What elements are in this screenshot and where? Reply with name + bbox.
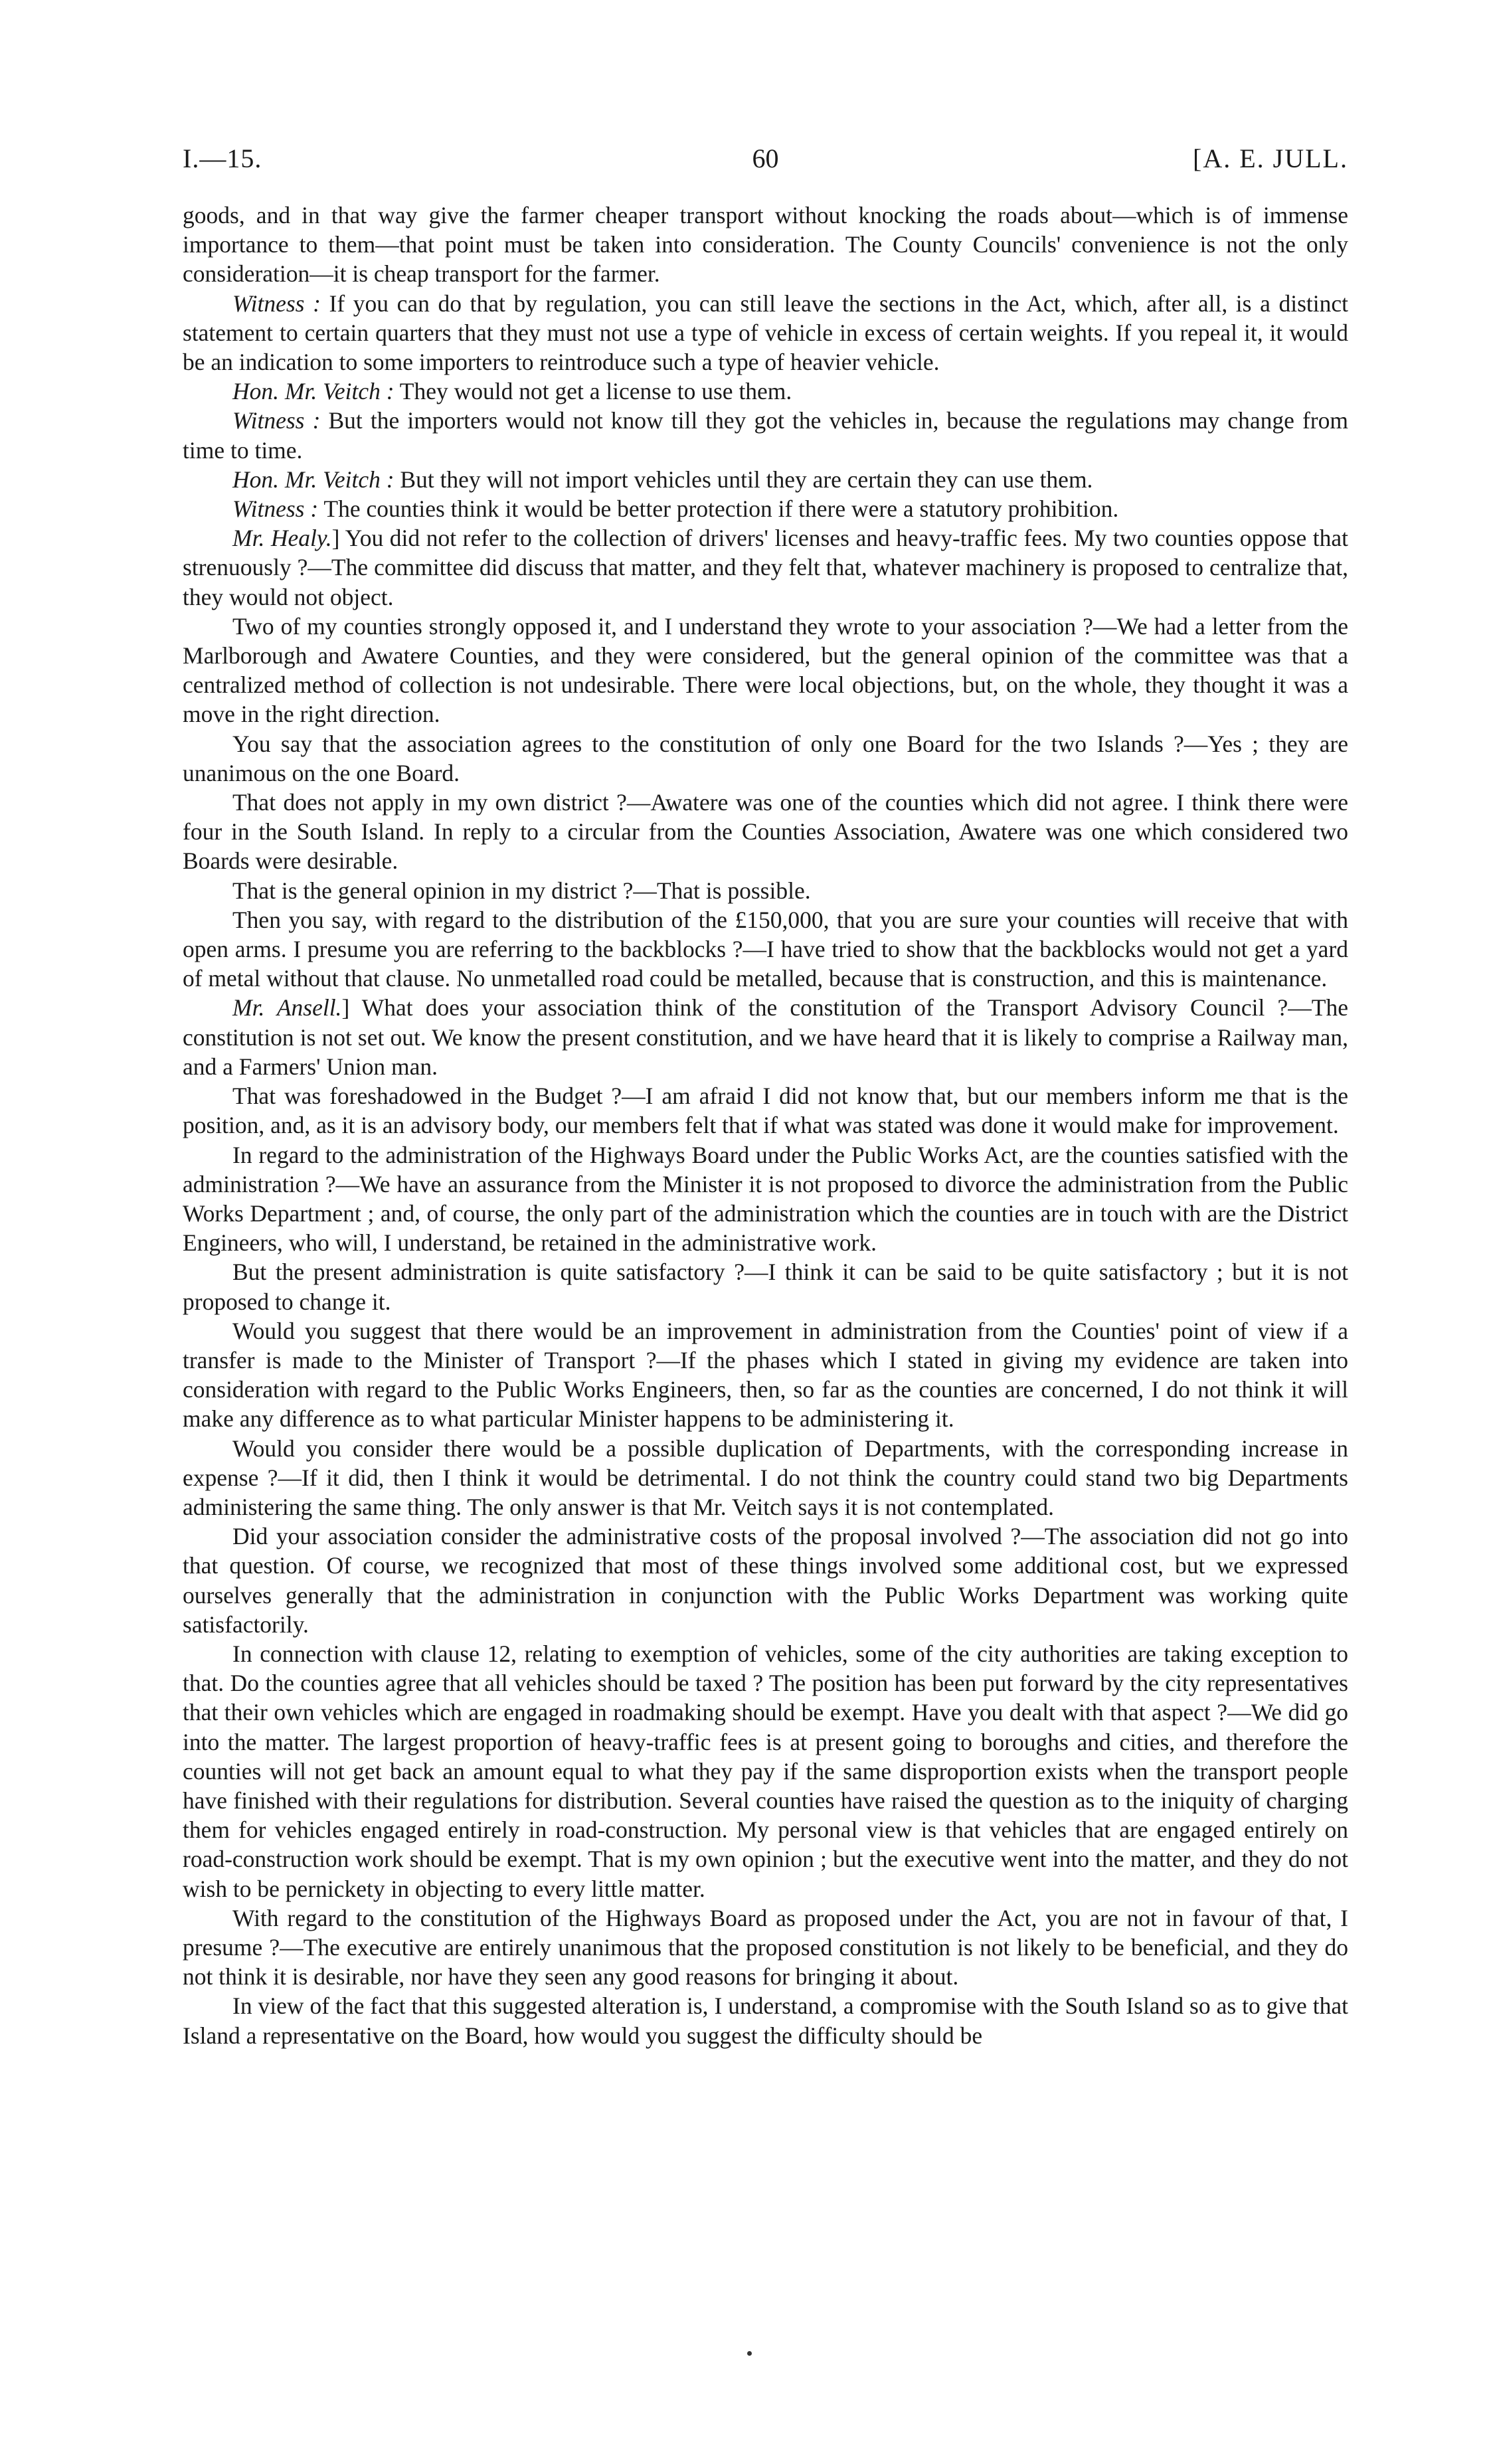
- paragraph: [183, 1316, 1348, 1434]
- speaker-label: Witness :: [232, 290, 321, 317]
- paragraph: [183, 1639, 1348, 1903]
- paragraph-text: That does not apply in my own district ?—Awatere was one of the counties which did not agree. I think there were four in the South Island. In reply to a circular from the Counties Association, Awatere was one which considered two Boards were desirable.: [183, 789, 1348, 875]
- paragraph-text: Did your association consider the administrative costs of the proposal involved ?—The association did not go into that question. Of course, we recognized that most of these things involved some additional cost, but we expressed ourselves generally that the administration in conjunction with the Public Works Department was working quite satisfactorily.: [183, 1523, 1348, 1638]
- document-reference: I.—15.: [183, 143, 262, 173]
- page-number: 60: [752, 143, 779, 173]
- paragraph-text: In regard to the administration of the Highways Board under the Public Works Act, are the counties satisfied with the administration ?—We have an assurance from the Minister it is not proposed to divorce the administration from the Public Works Department ; and, of course, the only part of the administration which the counties are in touch with are the District Engineers, who will, I understand, be retained in the administrative work.: [183, 1141, 1348, 1257]
- paragraph-text: You say that the association agrees to the constitution of only one Board for the two Islands ?—Yes ; they are unanimous on the one Board.: [183, 730, 1348, 786]
- paragraph-text: In view of the fact that this suggested alteration is, I understand, a compromise with the South Island so as to give that Island a representative on the Board, how would you suggest the difficulty should be: [183, 1992, 1348, 2049]
- paragraph-text: With regard to the constitution of the Highways Board as proposed under the Act, you are not in favour of that, I presume ?—The executive are entirely unanimous that the proposed constitution is not likely to be beneficial, and they do not think it is desirable, nor have they seen any good reasons for bringing it about.: [183, 1904, 1348, 1990]
- paragraph-text: ] What does your association think of the constitution of the Transport Advisory Council ?—The constitution is not set out. We know the present constitution, and we have heard that it is likely to comprise a Railway man, and a Farmers' Union man.: [183, 994, 1348, 1080]
- paragraph: [183, 201, 1348, 289]
- paragraph: [183, 406, 1348, 464]
- paragraph-text: But the present administration is quite satisfactory ?—I think it can be said to be quite satisfactory ; but it is not proposed to change it.: [183, 1259, 1348, 1315]
- paragraph: [183, 1257, 1348, 1316]
- paragraph: [183, 377, 1348, 406]
- paragraph-text: Would you suggest that there would be an improvement in administration from the Counties' point of view if a transfer is made to the Minister of Transport ?—If the phases which I stated in giving my evidence are taken into consideration with regard to the Public Works Engineers, then, so far as the counties are concerned, I do not think it will make any difference as to what particular Minister happens to be administering it.: [183, 1317, 1348, 1433]
- paragraph-text: But the importers would not know till they got the vehicles in, because the regulations may change from time to time.: [183, 407, 1348, 464]
- paragraph: [183, 494, 1348, 523]
- paragraph: [183, 1522, 1348, 1639]
- paragraph-text: ] You did not refer to the collection of drivers' licenses and heavy-traffic fees. My two counties oppose that strenuously ?—The committee did discuss that matter, and they felt that, whatever machinery is proposed to centralize that, they would not object.: [183, 525, 1348, 610]
- paragraph-text: Would you consider there would be a possible duplication of Departments, with the corresponding increase in expense ?—If it did, then I think it would be detrimental. I do not think the country could stand two big Departments administering the same thing. The only answer is that Mr. Veitch says it is not contemplated.: [183, 1435, 1348, 1520]
- paragraph: [183, 788, 1348, 876]
- paragraph-text: They would not get a license to use them.: [394, 378, 792, 405]
- paragraph-text: If you can do that by regulation, you can still leave the sections in the Act, which, after all, is a distinct statement to certain quarters that they must not use a type of vehicle in excess of certain weights. If you repeal it, it would be an indication to some importers to reintroduce such a type of heavier vehicle.: [183, 290, 1348, 376]
- paragraph: [183, 1434, 1348, 1522]
- speaker-label: Witness :: [232, 495, 319, 523]
- paragraph-text: That was foreshadowed in the Budget ?—I am afraid I did not know that, but our members inform me that is the position, and, as it is an advisory body, our members felt that if what was stated was done it would make for improvement.: [183, 1083, 1348, 1139]
- paragraph: [183, 905, 1348, 994]
- paragraph: [183, 523, 1348, 612]
- witness-name: [A. E. JULL.: [1193, 143, 1348, 173]
- speaker-label: Hon. Mr. Veitch :: [232, 378, 395, 405]
- speaker-label: Mr. Ansell.: [232, 994, 342, 1021]
- page-header: [183, 143, 1348, 189]
- paragraph: [183, 465, 1348, 494]
- body-text: [183, 201, 1348, 2050]
- paragraph: [183, 1140, 1348, 1258]
- paragraph-text: goods, and in that way give the farmer cheaper transport without knocking the roads about—which is of immense importance to them—that point must be taken into consideration. The County Councils' convenience is not the only consideration—it is cheap transport for the farmer.: [183, 202, 1348, 288]
- paragraph-text: Then you say, with regard to the distribution of the £150,000, that you are sure your counties will receive that with open arms. I presume you are referring to the backblocks ?—I have tried to show that the backblocks would not get a yard of metal without that clause. No unmetalled road could be metalled, because that is construction, and this is maintenance.: [183, 906, 1348, 992]
- paragraph: [183, 289, 1348, 377]
- paragraph: [183, 876, 1348, 905]
- paragraph: [183, 612, 1348, 729]
- paragraph-text: That is the general opinion in my district ?—That is possible.: [232, 877, 811, 904]
- speaker-label: Witness :: [232, 407, 321, 434]
- stray-mark: [747, 2351, 752, 2356]
- paragraph-text: In connection with clause 12, relating to exemption of vehicles, some of the city authorities are taking exception to that. Do the counties agree that all vehicles should be taxed ? The position has been put forward by the city representatives that their own vehicles which are engaged in roadmaking should be exempt. Have you dealt with that aspect ?—We did go into the matter. The largest proportion of heavy-traffic fees is at present going to boroughs and cities, and therefore the counties will not get back an amount equal to what they pay if the same disproportion exists when the transport people have finished with their regulations for distribution. Several counties have raised the question as to the iniquity of charging them for vehicles engaged entirely in road-construction. My personal view is that vehicles that are engaged entirely on road-construction work should be exempt. That is my own opinion ; but the executive went into the matter, and they do not wish to be pernickety in objecting to every little matter.: [183, 1640, 1348, 1902]
- paragraph: [183, 1903, 1348, 1992]
- speaker-label: Mr. Healy.: [232, 525, 332, 552]
- speaker-label: Hon. Mr. Veitch :: [232, 466, 395, 493]
- paragraph-text: Two of my counties strongly opposed it, and I understand they wrote to your association ?—We had a letter from the Marlborough and Awatere Counties, and they were considered, but the general opinion of the committee was that a centralized method of collection is not undesirable. There were local objections, but, on the whole, they thought it was a move in the right direction.: [183, 612, 1348, 728]
- paragraph: [183, 1081, 1348, 1140]
- paragraph: [183, 729, 1348, 788]
- paragraph-text: But they will not import vehicles until they are certain they can use them.: [394, 466, 1093, 493]
- paragraph-text: The counties think it would be better protection if there were a statutory prohibition.: [318, 495, 1119, 523]
- paragraph: [183, 1991, 1348, 2050]
- paragraph: [183, 993, 1348, 1081]
